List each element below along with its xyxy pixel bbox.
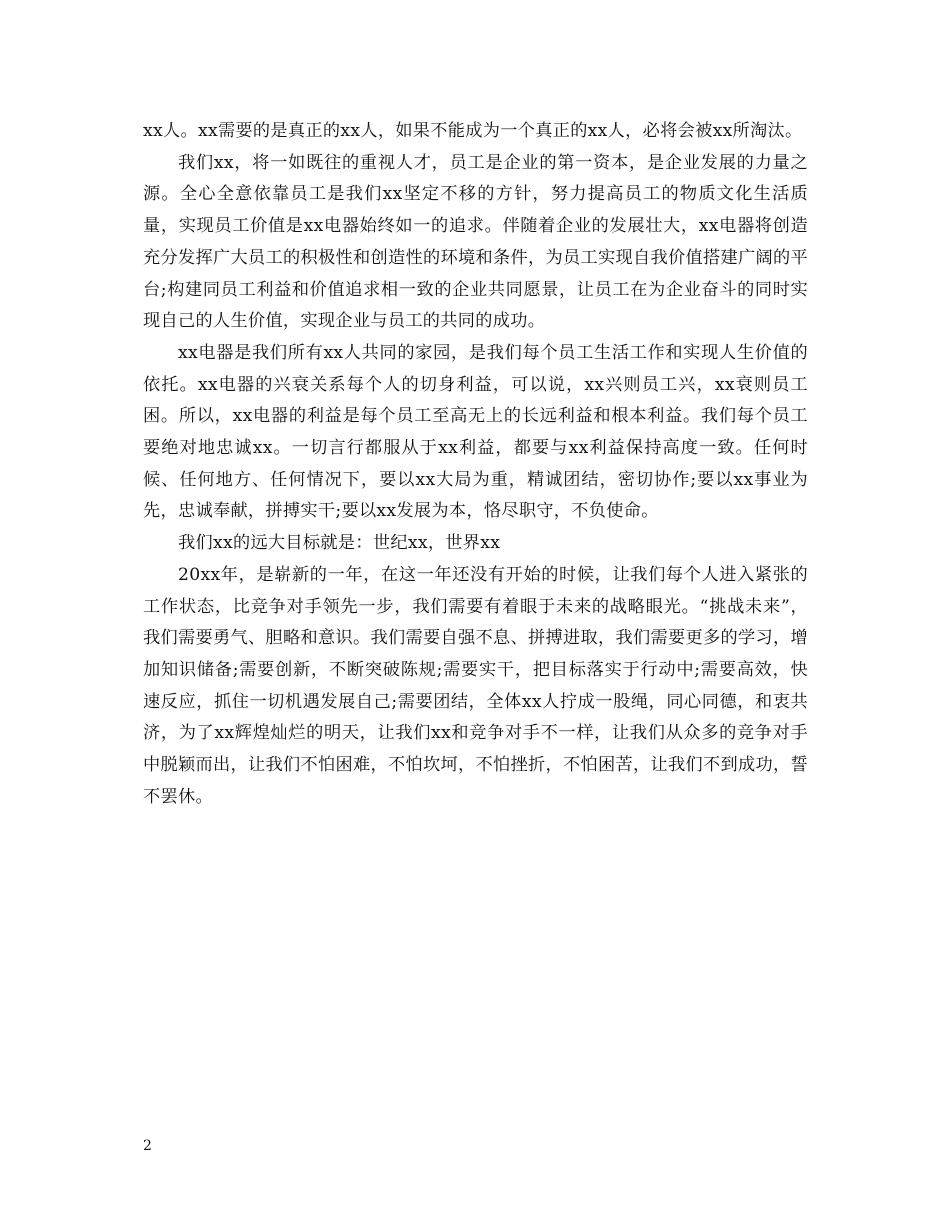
paragraph-4: 我们xx的远大目标就是：世纪xx，世界xx [178, 533, 501, 554]
paragraph-3: xx电器是我们所有xx人共同的家园，是我们每个员工生活工作和实现人生价值的依托。xx电器的兴衰关系每个人的切身利益，可以说，xx兴则员工兴，xx衰则员工困。所以，xx电器的利益是每个员工至高无上的长远利益和根本利益。我们每个员工要绝对地忠诚xx。一切言行都服从于xx利益，都要与xx利益保持高度一致。任何时候、任何地方、任何情况下，要以xx大局为重，精诚团结，密切协作;要以xx事业为先，忠诚奉献，拼搏实干;要以xx发展为本，恪尽职守，不负使命。 [143, 342, 808, 522]
body-text [143, 116, 808, 813]
paragraph-5: 20xx年，是崭新的一年，在这一年还没有开始的时候，让我们每个人进入紧张的工作状态，比竞争对手领先一步，我们需要有着眼于未来的战略眼光。“挑战未来”， 我们需要勇气、胆略和意识。我们需要自强不息、拼搏进取，我们需要更多的学习，增加知识储备;需要创新，不断突破陈规;需要实干，把目标落实于行动中;需要高效，快速反应，抓住一切机遇发展自己;需要团结，全体xx人拧成一股绳，同心同德，和衷共济，为了xx辉煌灿烂的明天，让我们xx和竞争对手不一样，让我们从众多的竞争对手中脱颖而出，让我们不怕困难，不怕坎坷，不怕挫折，不怕困苦，让我们不到成功，誓不罢休。 [143, 564, 808, 807]
page-number: 2 [143, 1138, 152, 1154]
paragraph-1: xx人。xx需要的是真正的xx人，如果不能成为一个真正的xx人，必将会被xx所淘汰。 [143, 121, 803, 141]
paragraph-2: 我们xx，将一如既往的重视人才，员工是企业的第一资本，是企业发展的力量之源。全心全意依靠员工是我们xx坚定不移的方针，努力提高员工的物质文化生活质量，实现员工价值是xx电器始终如一的追求。伴随着企业的发展壮大，xx电器将创造充分发挥广大员工的积极性和创造性的环境和条件，为员工实现自我价值搭建广阔的平台;构建同员工利益和价值追求相一致的企业共同愿景，让员工在为企业奋斗的同时实现自己的人生价值，实现企业与员工的共同的成功。 [143, 152, 808, 332]
